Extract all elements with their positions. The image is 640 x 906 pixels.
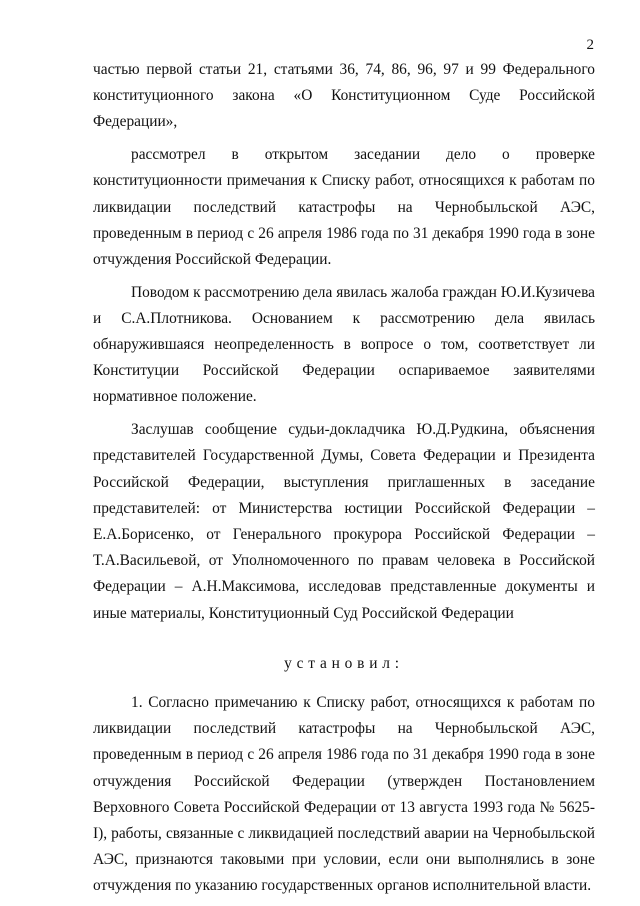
section-heading: установил: — [284, 654, 404, 672]
paragraph-section-1: 1. Согласно примечанию к Списку работ, относящихся к работам по ликвидации последствий катастрофы на Чернобыльской АЭС, проведенным в период с 26 апреля 1986 года по 31 декабря 1990 года в зоне отчуждения Российской Федерации (утвержден Постановлением Верховного Совета Российской Федерации от 13 августа 1993 года № 5625-I), работы, связанные с ликвидацией последствий аварии на Чернобыльской АЭС, признаются таковыми при условии, если они выполнялись в зоне отчуждения по указанию государственных органов исполнительной власти. — [93, 693, 595, 895]
document-body — [93, 57, 595, 906]
page-number: 2 — [586, 37, 594, 53]
paragraph-case-considered: рассмотрел в открытом заседании дело о проверке конституционности примечания к Списку работ, относящихся к работам по ликвидации последствий катастрофы на Чернобыльской АЭС, проведенным в период с 26 апреля 1986 года по 31 декабря 1990 года в зоне отчуждения Российской Федерации. — [93, 146, 595, 268]
paragraph-legal-basis: частью первой статьи 21, статьями 36, 74, 86, 96, 97 и 99 Федерального конституционного закона «О Конституционном Суде Российской Федерации», — [93, 61, 595, 131]
paragraph-grounds: Поводом к рассмотрению дела явилась жалоба граждан Ю.И.Кузичева и С.А.Плотникова. Основанием к рассмотрению дела явилась обнаружившаяся неопределенность в вопросе о том, соответствует ли Конституции Российской Федерации оспариваемое заявителями нормативное положение. — [93, 283, 595, 406]
paragraph-hearing: Заслушав сообщение судьи-докладчика Ю.Д.Рудкина, объяснения представителей Государственной Думы, Совета Федерации и Президента Российской Федерации, выступления приглашенных в заседание представителей: от Министерства юстиции Российской Федерации – Е.А.Борисенко, от Генерального прокурора Российской Федерации – Т.А.Васильевой, от Уполномоченного по правам человека в Российской Федерации – А.Н.Максимова, исследовав представленные документы и иные материалы, Конституционный Суд Российской Федерации — [93, 421, 595, 622]
